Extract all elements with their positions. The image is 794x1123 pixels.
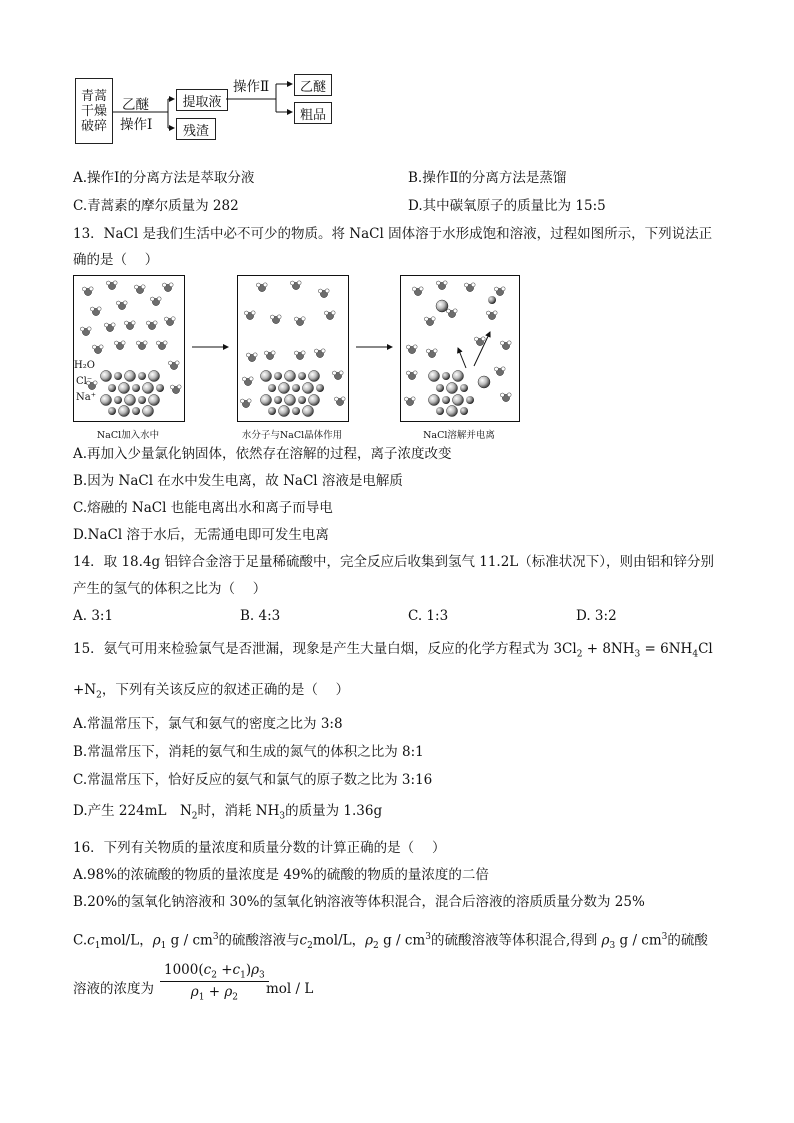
q16-formula-unit: mol / L: [266, 981, 314, 997]
q14-stem-line2: 产生的氢气的体积之比为（ ）: [73, 581, 267, 597]
q15-stem-tail: ，下列有关该反应的叙述正确的是（ ）: [101, 682, 350, 698]
q16-option-a: A.98%的浓硫酸的物质的量浓度是 49%的硫酸的物质的量浓度的二倍: [73, 867, 489, 883]
q14-option-a: A. 3:1: [73, 608, 114, 624]
q13-option-a: A.再加入少量氯化钠固体，依然存在溶解的过程，离子浓度改变: [73, 446, 452, 462]
q16-option-c-tail: 溶液的浓度为: [73, 981, 154, 997]
q14-option-b: B. 4:3: [240, 608, 281, 624]
q16-stem: 16．下列有关物质的量浓度和质量分数的计算正确的是（ ）: [73, 840, 446, 856]
nacl-dissolution-figure: [0, 0, 794, 440]
panel2-nacl-crystal: [261, 371, 325, 417]
q13-stem-line2: 确的是（ ）: [73, 252, 159, 268]
q12-option-b: B.操作Ⅱ的分离方法是蒸馏: [408, 170, 567, 186]
q13-option-d: D.NaCl 溶于水后，无需通电即可发生电离: [73, 527, 329, 543]
q15-option-c: C.常温常压下，恰好反应的氨气和氯气的原子数之比为 3:16: [73, 772, 433, 788]
flow-reagent-label: 乙醚: [122, 97, 149, 113]
flow-ether-box: 乙醚: [294, 74, 332, 96]
panel1-nacl-crystal: [101, 371, 165, 417]
q15-stem-text: 15．氨气可用来检验氯气是否泄漏，现象是产生大量白烟，反应的化学方程式为 3Cl: [73, 641, 577, 657]
label-sodium: Na⁺: [76, 392, 96, 403]
q14-stem-line1: 14．取 18.4g 铝锌合金溶于足量稀硫酸中，完全反应后收集到氢气 11.2L（标准状况下），则由铝和锌分别: [73, 554, 715, 570]
q15-stem-line2: $+N_2$，下列有关该反应的叙述正确的是（ ）: [73, 682, 350, 701]
panel3-caption: NaCl溶解并电离: [423, 430, 495, 441]
flow-op2-label: 操作Ⅱ: [233, 79, 270, 95]
panel1-caption: NaCl加入水中: [96, 430, 160, 441]
q16-option-c-line1: $C.c_1mol/L$，$\rho_1$ g / $cm^3$的硫酸溶液与$c_2mol/L$，$\rho_2$ g / $cm^3$的硫酸溶液等体积混合,得到 $\rho_3$ g / $cm^3$的硫酸: [73, 932, 708, 952]
q12-option-d: D.其中碳氧原子的质量比为 15:5: [408, 198, 606, 214]
dissolve-arrow-1: [458, 348, 466, 368]
q16-option-b: B.20%的氢氧化钠溶液和 30%的氢氧化钠溶液等体积混合，混合后溶液的溶质质量分数为 25%: [73, 894, 645, 910]
q12-option-a: A.操作Ⅰ的分离方法是萃取分液: [73, 170, 255, 186]
q15-option-d: D.产生 224mL $N_2$时，消耗 $NH_3$的质量为 1.36g: [73, 803, 383, 822]
flow-source-box: 青蒿干燥破碎: [75, 78, 113, 144]
q13-stem-line1: 13．NaCl 是我们生活中必不可少的物质。将 NaCl 固体溶于水形成饱和溶液，过程如图所示，下列说法正: [73, 226, 713, 242]
panel3-nacl-crystal: [429, 371, 475, 417]
q15-option-b: B.常温常压下，消耗的氨气和生成的氮气的体积之比为 8:1: [73, 744, 424, 760]
label-water: H₂O: [74, 360, 95, 371]
q13-option-c: C.熔融的 NaCl 也能电离出水和离子而导电: [73, 500, 333, 516]
q14-option-d: D. 3:2: [576, 608, 617, 624]
flow-extract-box: 提取液: [176, 89, 228, 111]
q13-option-b: B.因为 NaCl 在水中发生电离，故 NaCl 溶液是电解质: [73, 473, 403, 489]
flow-crude-box: 粗品: [294, 102, 332, 124]
panel2-caption: 水分子与NaCl晶体作用: [241, 430, 343, 441]
label-chloride: Cl⁻: [76, 376, 93, 387]
q14-option-c: C. 1:3: [408, 608, 449, 624]
q15-stem-line1: 15．氨气可用来检验氯气是否泄漏，现象是产生大量白烟，反应的化学方程式为 $3Cl_2 + 8NH_3 = 6NH_4Cl$: [73, 641, 713, 660]
flow-residue-box: 残渣: [176, 118, 216, 140]
q12-option-c: C.青蒿素的摩尔质量为 282: [73, 198, 239, 214]
q16-formula: $1000(c_2 +c_1)\rho_3$ $\rho_1 + \rho_2$: [160, 962, 269, 1002]
q15-option-a: A.常温常压下，氯气和氨气的密度之比为 3:8: [73, 716, 343, 732]
flow-op1-label: 操作Ⅰ: [120, 117, 153, 133]
